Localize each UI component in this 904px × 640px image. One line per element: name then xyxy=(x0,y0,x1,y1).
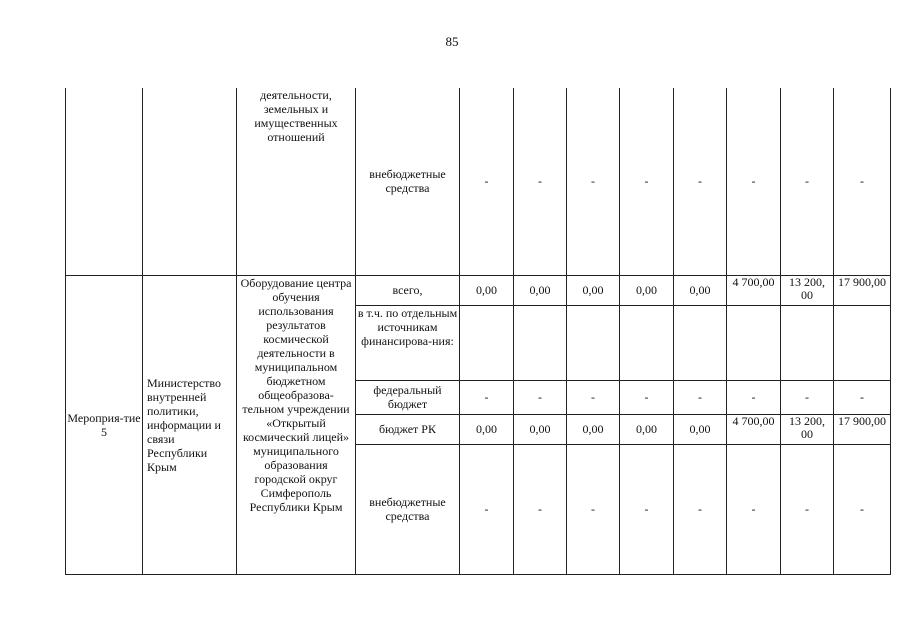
value-cell: - xyxy=(674,380,727,414)
page-number: 85 xyxy=(445,34,459,49)
measure-description-cell: Оборудование центра обучения использования результатов космической деятельности в муниципальном бюджетном общеобразова-тельном учреждении «Открытый космический лицей» муниципального образования городской округ Симферополь Республики Крым xyxy=(237,275,356,574)
empty-cell xyxy=(143,88,237,275)
value-cell: - xyxy=(781,380,834,414)
value-cell: - xyxy=(460,380,514,414)
executor-cell: Министерство внутренней политики, информации и связи Республики Крым xyxy=(143,275,237,574)
value-cell: - xyxy=(834,380,891,414)
value-cell: - xyxy=(567,380,620,414)
value-cell: 0,00 xyxy=(567,275,620,305)
description-cell: деятельности, земельных и имущественных отношений xyxy=(237,88,356,275)
value-cell xyxy=(620,305,674,380)
source-label-cell: внебюджетные средства xyxy=(356,88,460,275)
value-cell: - xyxy=(514,444,567,574)
value-cell xyxy=(727,305,781,380)
source-label-cell: в т.ч. по отдельным источникам финансирова-ния: xyxy=(356,305,460,380)
value-cell: 0,00 xyxy=(674,275,727,305)
value-cell: - xyxy=(620,88,674,275)
value-cell: 4 700,00 xyxy=(727,275,781,305)
source-label-cell: внебюджетные средства xyxy=(356,444,460,574)
source-label-cell: бюджет РК xyxy=(356,414,460,444)
value-cell: - xyxy=(674,88,727,275)
value-cell: 17 900,00 xyxy=(834,414,891,444)
value-cell: - xyxy=(567,88,620,275)
value-cell: - xyxy=(727,380,781,414)
budget-table xyxy=(65,88,891,575)
source-label-cell: всего, xyxy=(356,275,460,305)
value-cell: - xyxy=(834,444,891,574)
budget-table-container xyxy=(65,88,891,575)
value-cell xyxy=(567,305,620,380)
value-cell: 0,00 xyxy=(514,414,567,444)
value-cell: - xyxy=(514,380,567,414)
table-row xyxy=(66,88,891,275)
value-cell xyxy=(834,305,891,380)
value-cell: 0,00 xyxy=(674,414,727,444)
value-cell: - xyxy=(674,444,727,574)
value-cell: - xyxy=(620,444,674,574)
value-cell: 0,00 xyxy=(460,414,514,444)
table-row xyxy=(66,275,891,305)
value-cell: - xyxy=(460,88,514,275)
value-cell: 0,00 xyxy=(514,275,567,305)
source-label-cell: федеральный бюджет xyxy=(356,380,460,414)
value-cell: - xyxy=(514,88,567,275)
value-cell: - xyxy=(460,444,514,574)
value-cell: - xyxy=(834,88,891,275)
empty-cell xyxy=(66,88,143,275)
value-cell: - xyxy=(727,444,781,574)
value-cell: 0,00 xyxy=(460,275,514,305)
value-cell: 13 200, 00 xyxy=(781,275,834,305)
value-cell: - xyxy=(781,88,834,275)
value-cell: - xyxy=(567,444,620,574)
measure-title-cell: Мероприя-тие 5 xyxy=(66,275,143,574)
value-cell: 4 700,00 xyxy=(727,414,781,444)
value-cell: - xyxy=(620,380,674,414)
value-cell: - xyxy=(781,444,834,574)
value-cell: 0,00 xyxy=(567,414,620,444)
value-cell: 0,00 xyxy=(620,414,674,444)
value-cell xyxy=(460,305,514,380)
value-cell xyxy=(514,305,567,380)
value-cell: 13 200, 00 xyxy=(781,414,834,444)
value-cell xyxy=(674,305,727,380)
value-cell xyxy=(781,305,834,380)
value-cell: - xyxy=(727,88,781,275)
value-cell: 0,00 xyxy=(620,275,674,305)
value-cell: 17 900,00 xyxy=(834,275,891,305)
